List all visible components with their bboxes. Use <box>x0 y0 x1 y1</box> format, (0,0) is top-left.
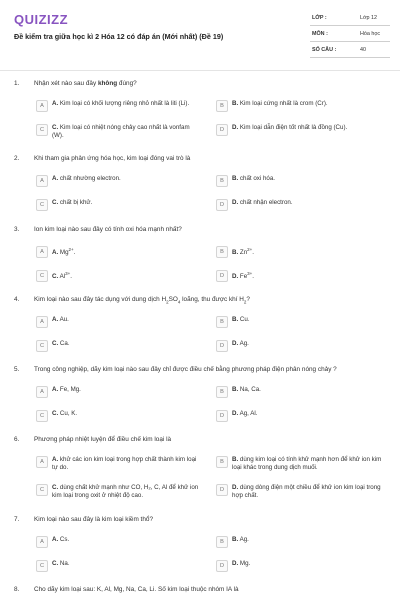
option-badge: B <box>216 100 228 112</box>
option-badge: B <box>216 456 228 468</box>
option-badge: D <box>216 484 228 496</box>
question-4 <box>0 296 400 366</box>
question-1 <box>0 80 400 150</box>
option-badge: B <box>216 316 228 328</box>
meta-key: LỚP : <box>312 15 327 21</box>
option-c[interactable]: C C. dùng chất khử mạnh như CO, H₂, C, Al để khử ion kim loại trong oxit ở nhiệt độ cao. <box>36 482 201 504</box>
option-d[interactable]: D D. chất nhận electron. <box>216 197 381 215</box>
question-text: Kim loại nào sau đây tác dụng với dung dịch $H_2SO_4$ loãng, thu được khí $H_2$? <box>34 296 250 305</box>
question-number: 7. <box>14 516 20 523</box>
question-number: 8. <box>14 586 20 593</box>
option-badge: A <box>36 386 48 398</box>
option-c[interactable]: C C. $Al^{3+}$. <box>36 268 201 286</box>
option-badge: A <box>36 175 48 187</box>
question-text: Nhận xét nào sau đây không đúng? <box>34 80 137 87</box>
option-badge: A <box>36 316 48 328</box>
option-badge: B <box>216 246 228 258</box>
question-number: 3. <box>14 226 20 233</box>
question-text: Cho dãy kim loại sau: K, Al, Mg, Na, Ca, Li. Số kim loại thuộc nhóm IA là <box>34 586 239 593</box>
meta-class <box>310 12 390 26</box>
question-8 <box>0 586 400 600</box>
option-b[interactable]: B B. dùng kim loại có tính khử mạnh hơn để khử ion kim loại khác trong dung dịch muối. <box>216 454 381 476</box>
header <box>0 0 400 68</box>
option-badge: C <box>36 484 48 496</box>
option-badge: D <box>216 199 228 211</box>
meta-value: 40 <box>360 47 366 53</box>
question-number: 4. <box>14 296 20 303</box>
option-badge: D <box>216 124 228 136</box>
meta-subject <box>310 28 390 42</box>
question-number: 6. <box>14 436 20 443</box>
question-2 <box>0 155 400 225</box>
option-a[interactable]: A A. Cs. <box>36 534 201 552</box>
option-badge: A <box>36 536 48 548</box>
option-c[interactable]: C C. chất bị khử. <box>36 197 201 215</box>
option-c[interactable]: C C. Cu, K. <box>36 408 201 426</box>
option-b[interactable]: B B. Na, Ca. <box>216 384 381 402</box>
option-a[interactable]: A A. $Mg^{2+}$. <box>36 244 201 262</box>
option-badge: D <box>216 410 228 422</box>
option-a[interactable]: A A. Fe, Mg. <box>36 384 201 402</box>
question-text: Trong công nghiệp, dãy kim loại nào sau đây chỉ được điều chế bằng phương pháp điện phân nóng chảy ? <box>34 366 337 373</box>
question-text: Ion kim loại nào sau đây có tính oxi hóa mạnh nhất? <box>34 226 182 233</box>
option-badge: C <box>36 270 48 282</box>
question-6 <box>0 436 400 506</box>
option-a[interactable]: A A. Au. <box>36 314 201 332</box>
meta-value: Lớp 12 <box>360 15 378 21</box>
option-badge: B <box>216 386 228 398</box>
option-a[interactable]: A A. chất nhường electron. <box>36 173 201 191</box>
question-3 <box>0 226 400 296</box>
option-c[interactable]: C C. Ca. <box>36 338 201 356</box>
question-5 <box>0 366 400 436</box>
question-7 <box>0 516 400 586</box>
option-badge: D <box>216 560 228 572</box>
meta-key: MÔN : <box>312 31 328 37</box>
question-text: Phương pháp nhiệt luyện để điều chế kim loại là <box>34 436 172 443</box>
page-title: Đề kiểm tra giữa học kì 2 Hóa 12 có đáp án (Mới nhất) (Đề 19) <box>14 32 224 41</box>
option-d[interactable]: D D. Kim loại dẫn điện tốt nhất là đồng (Cu). <box>216 122 381 140</box>
option-d[interactable]: D D. Ag. <box>216 338 381 356</box>
option-badge: B <box>216 536 228 548</box>
option-badge: C <box>36 199 48 211</box>
header-divider <box>0 70 400 71</box>
option-badge: B <box>216 175 228 187</box>
question-number: 2. <box>14 155 20 162</box>
option-badge: D <box>216 340 228 352</box>
option-badge: A <box>36 100 48 112</box>
option-c[interactable]: C C. Kim loại có nhiệt nóng chảy cao nhất là vonfam (W). <box>36 122 201 140</box>
meta-value: Hóa học <box>360 31 381 37</box>
option-b[interactable]: B B. $Zn^{2+}$. <box>216 244 381 262</box>
option-c[interactable]: C C. Na. <box>36 558 201 576</box>
option-b[interactable]: B B. Cu. <box>216 314 381 332</box>
meta-key: SỐ CÂU : <box>312 47 337 53</box>
option-badge: C <box>36 124 48 136</box>
option-b[interactable]: B B. chất oxi hóa. <box>216 173 381 191</box>
option-a[interactable]: A A. Kim loại có khối lượng riêng nhỏ nhất là liti (Li). <box>36 98 201 116</box>
question-number: 5. <box>14 366 20 373</box>
option-badge: C <box>36 410 48 422</box>
meta-count <box>310 44 390 58</box>
option-b[interactable]: B B. Kim loại cứng nhất là crom (Cr). <box>216 98 381 116</box>
option-d[interactable]: D D. dùng dòng điện một chiều để khử ion kim loại trong hợp chất. <box>216 482 381 504</box>
option-badge: A <box>36 456 48 468</box>
option-b[interactable]: B B. Ag. <box>216 534 381 552</box>
quizizz-logo[interactable]: QUIZIZZ <box>14 12 69 27</box>
option-d[interactable]: D D. $Fe^{3+}$. <box>216 268 381 286</box>
option-d[interactable]: D D. Mg. <box>216 558 381 576</box>
question-number: 1. <box>14 80 20 87</box>
option-d[interactable]: D D. Ag, Al. <box>216 408 381 426</box>
option-badge: C <box>36 560 48 572</box>
option-badge: A <box>36 246 48 258</box>
question-text: Khi tham gia phản ứng hóa học, kim loại đóng vai trò là <box>34 155 191 162</box>
option-a[interactable]: A A. khử các ion kim loại trong hợp chất thành kim loại tự do. <box>36 454 201 476</box>
question-text: Kim loại nào sau đây là kim loại kiềm thổ? <box>34 516 153 523</box>
option-badge: C <box>36 340 48 352</box>
option-badge: D <box>216 270 228 282</box>
